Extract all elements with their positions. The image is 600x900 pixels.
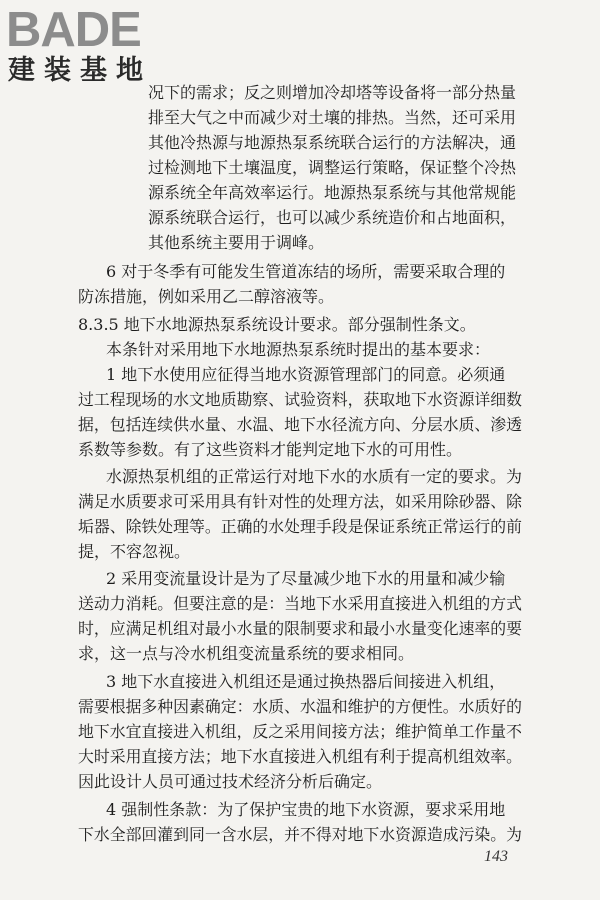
text-line: 1 地下水使用应征得当地水资源管理部门的同意。必须通: [106, 365, 506, 384]
site-logo: [6, 4, 152, 86]
text-line: 满足水质要求可采用具有针对性的处理方法，如采用除砂器、除: [78, 492, 523, 511]
text-line: 其他系统主要用于调峰。: [148, 233, 325, 252]
logo-mark: BADE: [6, 3, 141, 57]
text-line: 源系统全年高效率运行。地源热泵系统与其他常规能: [148, 183, 517, 202]
text-line: 水源热泵机组的正常运行对地下水的水质有一定的要求。为: [106, 467, 523, 486]
page-number: 143: [484, 848, 508, 865]
text-line: 过工程现场的水文地质勘察、试验资料，获取地下水资源详细数: [78, 390, 523, 409]
text-line: 提，不容忽视。: [78, 542, 191, 561]
text-line: 6 对于冬季有可能发生管道冻结的场所，需要采取合理的: [106, 262, 506, 281]
text-line: 本条针对采用地下水地源热泵系统时提出的基本要求：: [106, 340, 491, 359]
text-line: 2 采用变流量设计是为了尽量减少地下水的用量和减少输: [106, 569, 506, 588]
text-line: 其他冷热源与地源热泵系统联合运行的方法解决，通: [148, 133, 517, 152]
text-line: 送动力消耗。但要注意的是：当地下水采用直接进入机组的方式: [78, 594, 523, 613]
text-line: 垢器、除铁处理等。正确的水处理手段是保证系统正常运行的前: [78, 517, 523, 536]
text-line: 排至大气之中而减少对土壤的排热。当然，还可采用: [148, 108, 517, 127]
text-line: 过检测地下土壤温度，调整运行策略，保证整个冷热: [148, 158, 517, 177]
text-line: 3 地下水直接进入机组还是通过换热器后间接进入机组，: [106, 672, 506, 691]
text-line: 求，这一点与冷水机组变流量系统的要求相同。: [78, 644, 415, 663]
text-line: 大时采用直接方法；地下水直接进入机组有利于提高机组效率。: [78, 747, 523, 766]
text-line: 源系统联合运行，也可以减少系统造价和占地面积，: [148, 208, 517, 227]
text-line: 地下水宜直接进入机组，反之采用间接方法；维护简单工作量不: [78, 722, 523, 741]
section-heading: 8.3.5 地下水地源热泵系统设计要求。部分强制性条文。: [78, 315, 476, 334]
text-line: 系数等参数。有了这些资料才能判定地下水的可用性。: [78, 440, 463, 459]
text-line: 况下的需求；反之则增加冷却塔等设备将一部分热量: [148, 83, 517, 102]
text-line: 4 强制性条款：为了保护宝贵的地下水资源，要求采用地: [106, 800, 506, 819]
logo-subtitle: 建装基地: [8, 55, 152, 86]
text-line: 因此设计人员可通过技术经济分析后确定。: [78, 772, 383, 791]
text-line: 时，应满足机组对最小水量的限制要求和最小水量变化速率的要: [78, 619, 523, 638]
text-line: 需要根据多种因素确定：水质、水温和维护的方便性。水质好的: [78, 697, 523, 716]
text-line: 据，包括连续供水量、水温、地下水径流方向、分层水质、渗透: [78, 415, 523, 434]
text-line: 防冻措施，例如采用乙二醇溶液等。: [78, 287, 335, 306]
text-line: 下水全部回灌到同一含水层，并不得对地下水资源造成污染。为: [78, 825, 523, 844]
